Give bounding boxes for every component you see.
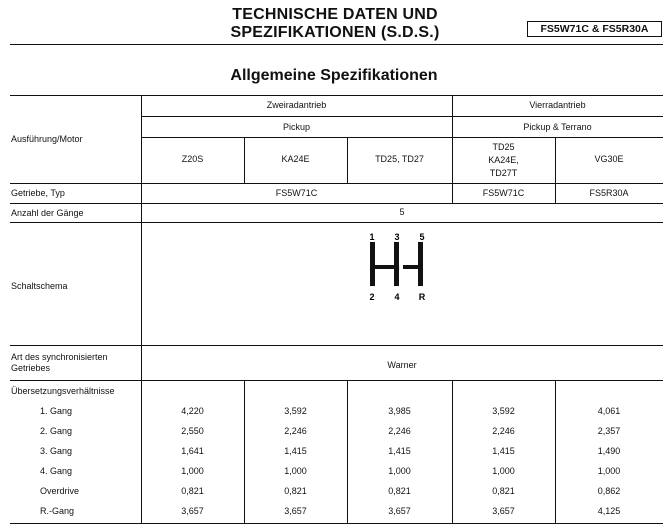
ratio-value: 2,550 — [181, 426, 204, 436]
title-line-2: SPEZIFIKATIONEN (S.D.S.) — [230, 24, 440, 41]
neutral-label: N — [394, 265, 400, 272]
vehicle-two-wd: Pickup — [282, 122, 310, 132]
transmission-four-wd-a: FS5W71C — [482, 188, 525, 198]
transmission-two-wd: FS5W71C — [275, 188, 318, 198]
ratio-value: 2,246 — [492, 426, 515, 436]
grid-line — [10, 345, 663, 346]
engine-line: TD27T — [489, 168, 518, 178]
row-label-shift: Schaltschema — [11, 281, 68, 291]
grid-line — [141, 116, 663, 117]
ratio-value: 1,000 — [388, 466, 411, 476]
gear-count: 5 — [399, 207, 405, 217]
table-border-top — [10, 95, 663, 96]
ratio-value: 3,657 — [492, 506, 515, 516]
ratio-value: 4,220 — [181, 406, 204, 416]
document-title — [150, 6, 520, 42]
ratio-gear-label: 2. Gang — [40, 426, 73, 436]
ratio-value: 1,000 — [284, 466, 307, 476]
vehicle-four-wd: Pickup & Terrano — [523, 122, 592, 132]
engine-cell: TD25, TD27 — [375, 154, 424, 164]
ratio-gear-label: 4. Gang — [40, 466, 73, 476]
shift-pattern-diagram — [362, 230, 437, 305]
ratio-value: 1,415 — [284, 446, 307, 456]
ratio-value: 2,357 — [597, 426, 621, 436]
grid-line — [141, 137, 663, 138]
ratio-value: 3,657 — [181, 506, 204, 516]
ratio-value: 3,985 — [388, 406, 411, 416]
header-four-wd: Vierradantrieb — [529, 100, 586, 110]
ratio-value: 2,246 — [284, 426, 307, 436]
row-label-model: Ausführung/Motor — [11, 134, 83, 144]
ratio-value: 1,490 — [597, 446, 621, 456]
grid-line — [10, 203, 663, 204]
ratio-gear-label: 1. Gang — [40, 406, 73, 416]
engine-line: TD25 — [492, 142, 515, 152]
engine-cell: Z20S — [181, 154, 204, 164]
ratio-value: 4,061 — [597, 406, 621, 416]
shift-label: 5 — [419, 232, 425, 242]
ratio-value: 1,641 — [181, 446, 204, 456]
ratio-value: 1,000 — [597, 466, 621, 476]
ratio-value: 0,821 — [284, 486, 307, 496]
sync-type: Warner — [387, 360, 417, 370]
ratio-value: 3,657 — [284, 506, 307, 516]
ratio-value: 0,821 — [388, 486, 411, 496]
ratio-value: 0,862 — [597, 486, 621, 496]
row-label-ratios: Übersetzungsverhältnisse — [11, 386, 115, 396]
engine-line: KA24E, — [488, 155, 519, 165]
shift-label: 2 — [369, 292, 375, 302]
shift-pattern-icon — [362, 230, 437, 305]
shift-label: 1 — [369, 232, 375, 242]
ratio-value: 2,246 — [388, 426, 411, 436]
grid-line — [10, 222, 663, 223]
ratio-gear-label: 3. Gang — [40, 446, 73, 456]
row-label-gears: Anzahl der Gänge — [11, 208, 84, 218]
ratio-gear-label: Overdrive — [40, 486, 80, 496]
engine-cell-multiline — [452, 141, 555, 180]
shift-label: R — [418, 292, 426, 302]
ratio-value: 3,592 — [492, 406, 515, 416]
model-code-box: FS5W71C & FS5R30A — [527, 21, 662, 37]
engine-cell: VG30E — [594, 154, 624, 164]
header-rule — [10, 44, 663, 45]
ratio-value: 4,125 — [597, 506, 621, 516]
header-two-wd: Zweiradantrieb — [266, 100, 327, 110]
table-border-bottom — [10, 523, 663, 524]
grid-line — [10, 380, 663, 381]
section-title: Allgemeine Spezifikationen — [230, 67, 438, 84]
ratio-value: 1,000 — [492, 466, 515, 476]
title-line-1: TECHNISCHE DATEN UND — [232, 6, 438, 23]
shift-label: 4 — [394, 292, 400, 302]
shift-label: 3 — [394, 232, 400, 242]
ratio-value: 0,821 — [492, 486, 515, 496]
ratio-value: 1,415 — [492, 446, 515, 456]
ratio-value: 0,821 — [181, 486, 204, 496]
ratio-gear-label: R.-Gang — [40, 506, 75, 516]
ratio-value: 1,415 — [388, 446, 411, 456]
engine-cell: KA24E — [281, 154, 310, 164]
ratio-value: 3,592 — [284, 406, 307, 416]
row-label-sync-line2: Getriebes — [11, 363, 51, 373]
row-label-sync — [11, 352, 108, 374]
row-label-transmission: Getriebe, Typ — [11, 188, 65, 198]
ratio-value: 1,000 — [181, 466, 204, 476]
transmission-four-wd-b: FS5R30A — [589, 188, 629, 198]
row-label-sync-line1: Art des synchronisierten — [11, 352, 108, 362]
grid-line — [10, 183, 663, 184]
ratio-value: 3,657 — [388, 506, 411, 516]
